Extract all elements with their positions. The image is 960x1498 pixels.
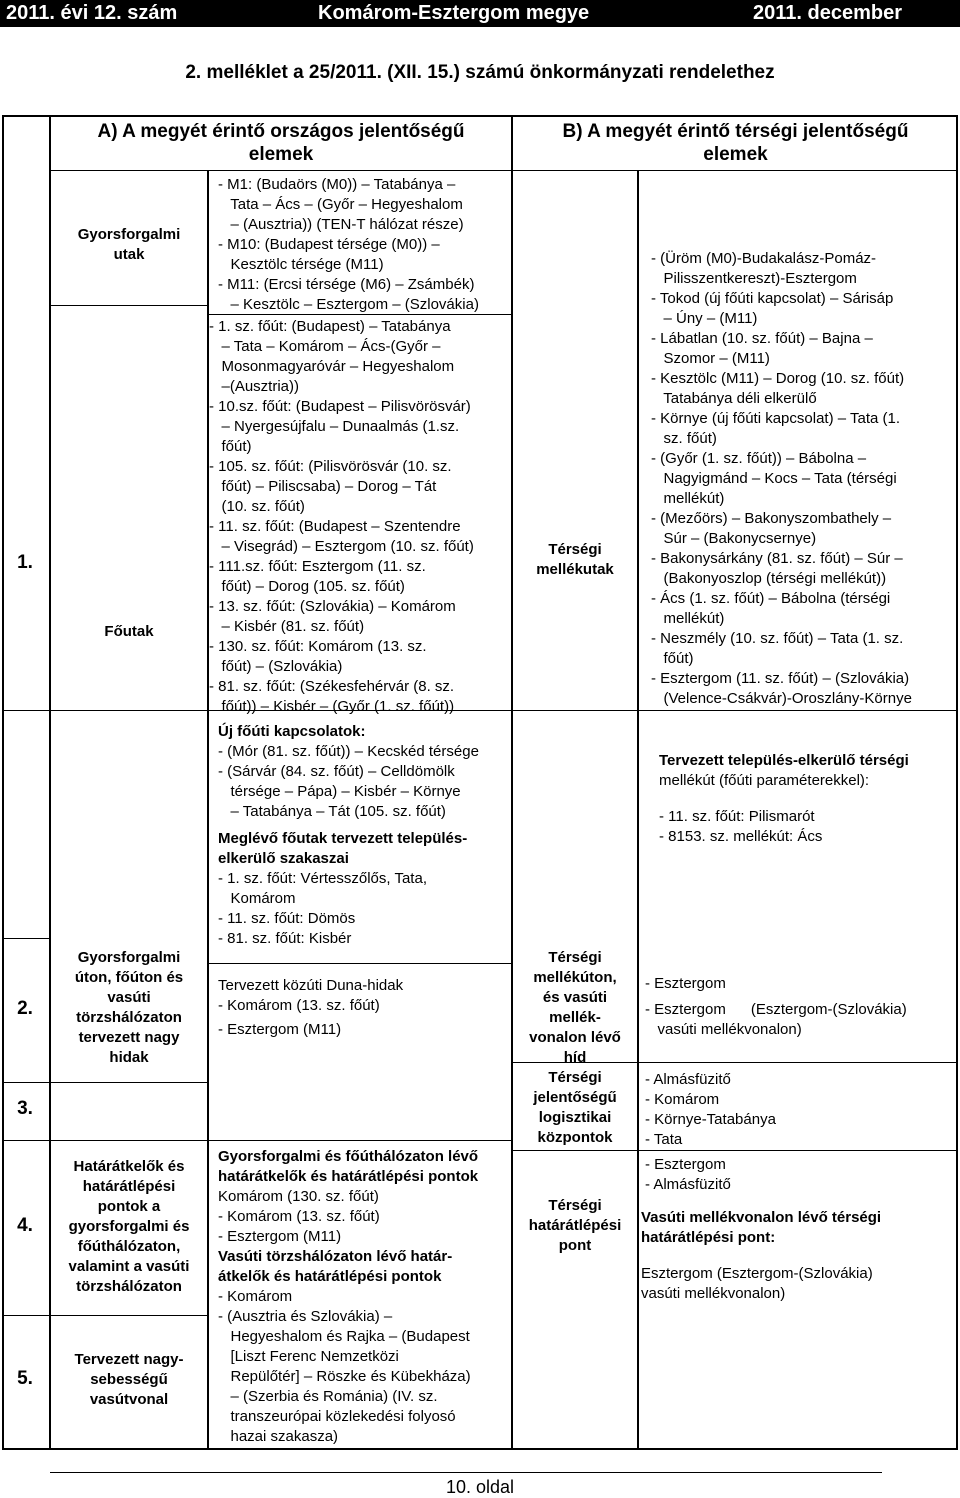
section-number-1: 1. (17, 552, 33, 573)
column-b-heading-line2: elemek (703, 144, 768, 165)
list-item: - (Üröm (M0)-Budakalász-Pomáz- (651, 250, 877, 267)
label-foutak: Főutak (104, 623, 154, 640)
list-item: Hegyeshalom és Rajka – (Budapest (218, 1328, 470, 1345)
meglevo-heading-line2: elkerülő szakaszai (218, 850, 349, 867)
list-item: - Esztergom (11. sz. főút) – (Szlovákia) (651, 670, 910, 687)
column-a-heading-line2: elemek (248, 144, 314, 165)
vasuti-b-heading-line1: Vasúti mellékvonalon lévő térségi (641, 1209, 882, 1226)
label-hataratkelok (51, 1157, 207, 1297)
label-line: mellékúton, (533, 969, 617, 986)
list-item: térsége – Pápa) – Kisbér – Környe (218, 783, 461, 800)
list-item: - (Sárvár (84. sz. főút) – Celldömölk (218, 763, 455, 780)
list-item: - M11: (Ercsi térsége (M6) – Zsámbék) (218, 276, 475, 293)
label-line: és vasúti (542, 989, 608, 1006)
label-line: Térségi (548, 1197, 602, 1214)
list-item: - M1: (Budaörs (M0)) – Tatabánya – (218, 176, 456, 193)
list-item: – Úny – (M11) (651, 310, 758, 327)
list-item: - Lábatlan (10. sz. főút) – Bajna – (651, 330, 873, 347)
label-line: Gyorsforgalmi (77, 949, 181, 966)
list-item: (10. sz. főút) (209, 498, 305, 515)
list-item: főút) – (Szlovákia) (209, 658, 343, 675)
list-item: - Komárom (645, 1091, 720, 1108)
uj-fouti-heading: Új főúti kapcsolatok: (218, 723, 366, 740)
uj-fouti-section (218, 722, 510, 822)
list-item: - (Győr (1. sz. főút)) – Bábolna – (651, 450, 867, 467)
list-item: – Kesztölc – Esztergom – (Szlovákia) (218, 296, 479, 313)
list-item: – (Ausztria)) (TEN-T hálózat része) (218, 216, 464, 233)
list-item: - M10: (Budapest térsége (M0)) – (218, 236, 440, 253)
label-line: sebességű (90, 1371, 168, 1388)
list-item: főút) (209, 438, 252, 455)
list-item: - 11. sz. főút: Pilismarót (659, 808, 815, 825)
label-line: vonalon lévő (529, 1029, 621, 1046)
list-item: - 11. sz. főút: Dömös (218, 910, 356, 927)
label-line: Térségi (548, 1069, 602, 1086)
list-item: főút) – Piliscsaba) – Dorog – Tát (209, 478, 437, 495)
label-line: törzshálózaton (76, 1278, 182, 1295)
label-line: főúthálózaton, (77, 1238, 181, 1255)
list-item: - Neszmély (10. sz. főút) – Tata (1. sz. (651, 630, 904, 647)
list-item: vasúti mellékvonalon) (641, 1285, 786, 1302)
hataratkelok-section (218, 1147, 510, 1447)
list-item: - 10.sz. főút: (Budapest – Pilisvörösvár) (209, 398, 471, 415)
tervezett-elkerulo-section (659, 751, 956, 847)
vasuti-b-heading-line2: határátlépési pont: (641, 1229, 776, 1246)
elkerulo-heading-line1: Tervezett település-elkerülő térségi (659, 752, 909, 769)
list-item: - (Ausztria és Szlovákia) – (218, 1308, 393, 1325)
list-item: – Tata – Komárom – Ács-(Győr – (209, 338, 441, 355)
column-a-heading (51, 120, 511, 166)
label-tersegi-hid (513, 948, 637, 1068)
label-line: vasútvonal (89, 1391, 169, 1408)
section-number-2: 2. (17, 998, 33, 1019)
label-line: vasúti (107, 989, 151, 1006)
list-item: - Kesztölc (M11) – Dorog (10. sz. főút) (651, 370, 905, 387)
list-item: - 130. sz. főút: Komárom (13. sz. (209, 638, 427, 655)
list-item: - 1. sz. főút: (Budapest) – Tatabánya (209, 318, 451, 335)
list-item: – Kisbér (81. sz. főút) (209, 618, 365, 635)
label-nagysebessegu-vasutvonal (51, 1350, 207, 1410)
list-item: sz. főút) (651, 430, 717, 447)
label-tervezett-hidak (51, 948, 207, 1068)
list-item: mellékút) (651, 490, 725, 507)
list-item: - Bakonysárkány (81. sz. főút) – Súr – (651, 550, 903, 567)
gyorsforgalmi-list (218, 175, 510, 315)
label-line: gyorsforgalmi és (68, 1218, 190, 1235)
list-item: - 111.sz. főút: Esztergom (11. sz. (209, 558, 426, 575)
list-item: vasúti mellékvonalon) (645, 1021, 802, 1038)
label-line: jelentőségű (533, 1089, 617, 1106)
list-item: - Almásfüzitő (645, 1176, 731, 1193)
label-line: úton, főúton és (74, 969, 184, 986)
label-gyorsforgalmi-utak (51, 225, 207, 265)
list-item: Mosonmagyaróvár – Hegyeshalom (209, 358, 455, 375)
tersegi-mellekut-list (651, 249, 956, 709)
label-tersegi-hataratlepesi-pont (513, 1196, 637, 1256)
section-number-5: 5. (17, 1368, 33, 1389)
list-item: - Környe (új főúti kapcsolat) – Tata (1. (651, 410, 901, 427)
label-line: pontok a (97, 1198, 161, 1215)
list-item: –(Ausztria)) (209, 378, 300, 395)
list-item: - Komárom (218, 1288, 293, 1305)
label-line: Tervezett nagy- (74, 1351, 184, 1368)
list-item: Szomor – (M11) (651, 350, 770, 367)
list-item: - Tata (645, 1131, 683, 1148)
list-item: – Tatabánya – Tát (105. sz. főút) (218, 803, 446, 820)
hatar-heading-line2: határátkelők és határátlépési pontok (218, 1168, 479, 1185)
list-item: - Esztergom (645, 975, 726, 992)
list-item: - Esztergom (M11) (218, 1228, 342, 1245)
list-item: - 81. sz. főút: (Székesfehérvár (8. sz. (209, 678, 455, 695)
list-item: - Esztergom (Esztergom-(Szlovákia) (645, 1001, 907, 1018)
list-item: - Komárom (13. sz. főút) (218, 997, 380, 1014)
list-item: - 81. sz. főút: Kisbér (218, 930, 352, 947)
list-item: Tatabánya déli elkerülő (651, 390, 817, 407)
kozuti-dunahidak-section (218, 976, 510, 1040)
footer-rule (50, 1472, 882, 1473)
column-b-heading (513, 120, 958, 166)
kozuti-heading: Tervezett közúti Duna-hidak (218, 977, 404, 994)
label-line: Gyorsforgalmi (77, 226, 181, 243)
list-item: transzeurópai közlekedési folyosó (218, 1408, 456, 1425)
vasuti-heading-line2: átkelők és határátlépési pontok (218, 1268, 442, 1285)
header-county: Komárom-Esztergom megye (318, 2, 590, 24)
label-line: Térségi (548, 541, 602, 558)
list-item: - Komárom (13. sz. főút) (218, 1208, 380, 1225)
list-item: hazai szakasza) (218, 1428, 339, 1445)
label-line: valamint a vasúti (68, 1258, 190, 1275)
list-item: Komárom (218, 890, 296, 907)
page-number: 10. oldal (445, 1477, 515, 1497)
foutak-list (209, 317, 509, 717)
label-line: híd (563, 1049, 587, 1066)
list-item: Kesztölc térsége (M11) (218, 256, 384, 273)
label-tersegi-mellekutak (513, 540, 637, 580)
list-item: - 13. sz. főút: (Szlovákia) – Komárom (209, 598, 456, 615)
header-date: 2011. december (753, 2, 902, 24)
list-item: Komárom (130. sz. főút) (218, 1188, 379, 1205)
column-a-heading-line1: A) A megyét érintő országos jelentőségű (97, 121, 465, 142)
list-item: - (Mór (81. sz. főút)) – Kecskéd térsége (218, 743, 479, 760)
label-logisztikai-kozpontok (513, 1068, 637, 1148)
list-item: - 105. sz. főút: (Pilisvörösvár (10. sz. (209, 458, 452, 475)
list-item: [Liszt Ferenc Nemzetközi (218, 1348, 399, 1365)
label-line: hidak (109, 1049, 149, 1066)
label-line: határátlépési (528, 1217, 622, 1234)
label-line: pont (558, 1237, 592, 1254)
list-item: - Esztergom (M11) (218, 1021, 342, 1038)
list-item: főút)) – Kisbér – (Győr (1. sz. főút)) (209, 698, 455, 715)
list-item: - Környe-Tatabánya (645, 1111, 776, 1128)
list-item: főút) – Dorog (105. sz. főút) (209, 578, 405, 595)
list-item: Esztergom (Esztergom-(Szlovákia) (641, 1265, 873, 1282)
list-item: (Bakonyoszlop (térségi mellékút)) (651, 570, 887, 587)
tersegi-hid-list (645, 974, 956, 1040)
section-number-4: 4. (17, 1215, 33, 1236)
list-item: - 8153. sz. mellékút: Ács (659, 828, 823, 845)
list-item: - (Mezőörs) – Bakonyszombathely – (651, 510, 892, 527)
column-b-heading-line1: B) A megyét érintő térségi jelentőségű (562, 121, 909, 142)
label-line: Térségi (548, 949, 602, 966)
list-item: mellékút) (651, 610, 725, 627)
list-item: - Ács (1. sz. főút) – Bábolna (térségi (651, 590, 891, 607)
list-item: Repülőtér] – Röszke és Kübekháza) (218, 1368, 471, 1385)
logisztikai-list (645, 1070, 956, 1195)
vasuti-heading-line1: Vasúti törzshálózaton lévő határ- (218, 1248, 453, 1265)
label-line: törzshálózaton (76, 1009, 182, 1026)
label-line: mellékutak (536, 561, 614, 578)
list-item: Tata – Ács – (Győr – Hegyeshalom (218, 196, 463, 213)
list-item: Nagyigmánd – Kocs – Tata (térségi (651, 470, 897, 487)
label-line: logisztikai (538, 1109, 612, 1126)
label-line: központok (537, 1129, 613, 1146)
document-subtitle: 2. melléklet a 25/2011. (XII. 15.) számú önkormányzati rendelethez (185, 62, 775, 83)
list-item: Súr – (Bakonycsernye) (651, 530, 817, 547)
list-item: - Tokod (új főúti kapcsolat) – Sárisáp (651, 290, 894, 307)
meglevo-heading-line1: Meglévő főutak tervezett település- (218, 830, 468, 847)
label-line: mellék- (549, 1009, 601, 1026)
list-item: – Visegrád) – Esztergom (10. sz. főút) (209, 538, 474, 555)
label-line: tervezett nagy (78, 1029, 180, 1046)
meglevo-elkerulo-section (218, 829, 510, 949)
list-item: - Almásfüzitő (645, 1071, 731, 1088)
list-item: (Velence-Csákvár)-Oroszlány-Környe (651, 690, 912, 707)
list-item: - 11. sz. főút: (Budapest – Szentendre (209, 518, 461, 535)
list-item: Pilisszentkereszt)-Esztergom (651, 270, 857, 287)
list-item: főút) (651, 650, 694, 667)
elkerulo-heading-line2: mellékút (főúti paraméterekkel): (659, 772, 870, 789)
section-number-3: 3. (17, 1098, 33, 1119)
header-issue: 2011. évi 12. szám (6, 2, 178, 24)
label-line: Határátkelők és (73, 1158, 185, 1175)
vasuti-mellekvonal-section (641, 1208, 956, 1304)
label-line: határátlépési (82, 1178, 176, 1195)
label-line: utak (113, 246, 145, 263)
hatar-heading-line1: Gyorsforgalmi és főúthálózaton lévő (218, 1148, 479, 1165)
list-item: - Esztergom (645, 1156, 726, 1173)
list-item: – Nyergesújfalu – Dunaalmás (1.sz. (209, 418, 460, 435)
list-item: – (Szerbia és Románia) (IV. sz. (218, 1388, 438, 1405)
list-item: - 1. sz. főút: Vértesszőlős, Tata, (218, 870, 427, 887)
